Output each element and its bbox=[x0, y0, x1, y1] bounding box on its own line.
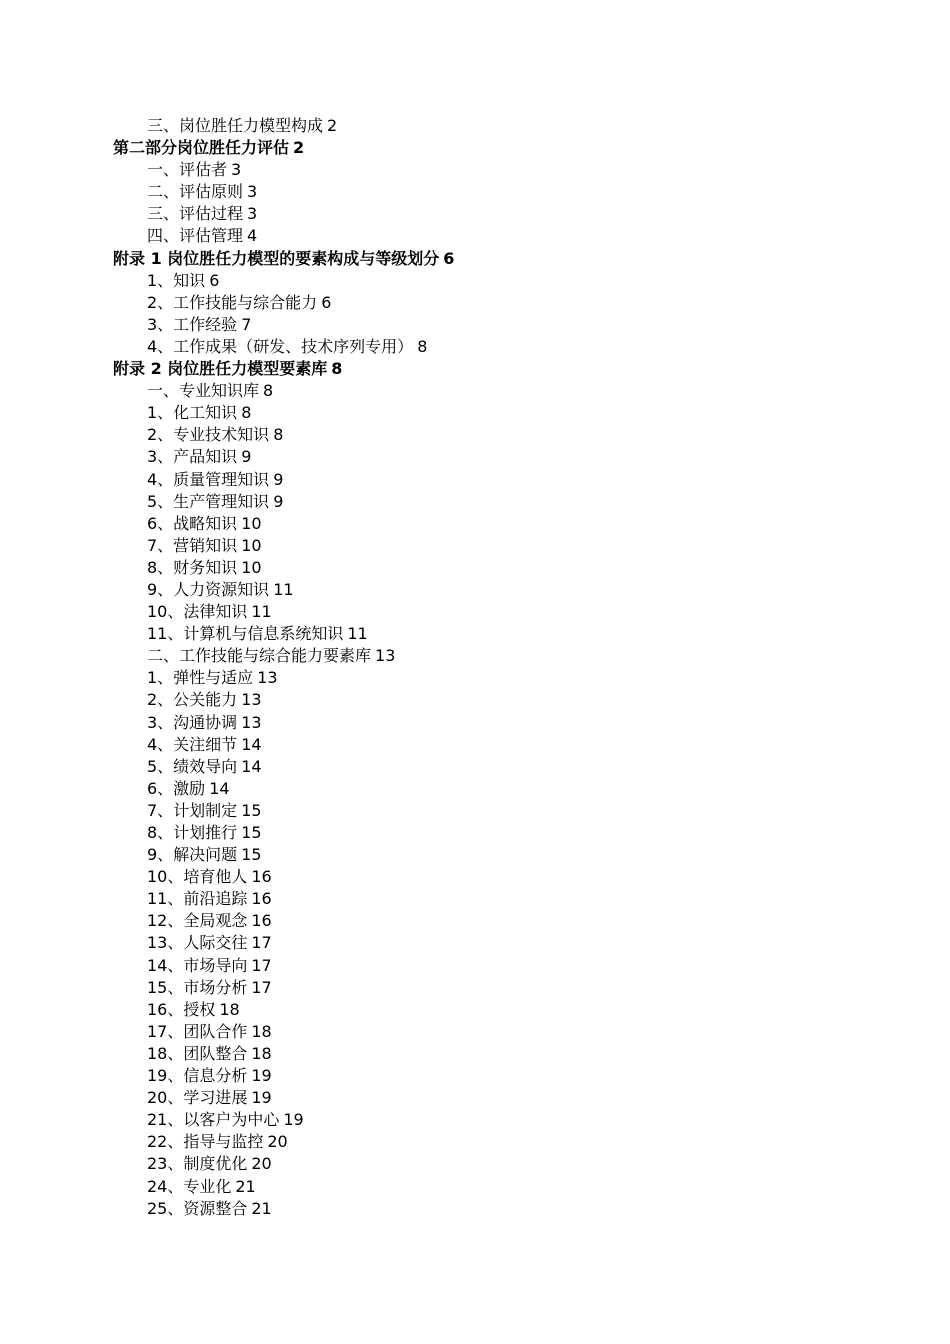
toc-entry-title: 18、团队整合 bbox=[147, 1043, 248, 1063]
toc-entry[interactable] bbox=[0, 667, 950, 689]
toc-entry[interactable] bbox=[0, 513, 950, 535]
toc-entry[interactable] bbox=[0, 932, 950, 954]
toc-entry[interactable] bbox=[0, 1131, 950, 1153]
toc-entry[interactable] bbox=[0, 866, 950, 888]
toc-entry-title: 一、专业知识库 bbox=[147, 381, 260, 401]
toc-entry[interactable] bbox=[0, 1065, 950, 1087]
toc-page-number: 3 bbox=[247, 182, 258, 202]
toc-entry-title: 2、专业技术知识 bbox=[147, 425, 270, 445]
toc-page-number: 21 bbox=[251, 1198, 272, 1218]
toc-entry[interactable] bbox=[0, 270, 950, 292]
toc-entry-title: 4、关注细节 bbox=[147, 734, 238, 754]
toc-entry-title: 1、知识 bbox=[147, 270, 206, 290]
toc-page-number: 20 bbox=[251, 1154, 272, 1174]
toc-page-number: 15 bbox=[241, 800, 262, 820]
toc-entry[interactable] bbox=[0, 380, 950, 402]
toc-entry-title: 二、评估原则 bbox=[147, 182, 244, 202]
toc-entry-title: 2、公关能力 bbox=[147, 690, 238, 710]
toc-entry-title: 25、资源整合 bbox=[147, 1198, 248, 1218]
toc-entry[interactable] bbox=[0, 292, 950, 314]
toc-entry[interactable] bbox=[0, 822, 950, 844]
toc-entry[interactable] bbox=[0, 491, 950, 513]
toc-entry-title: 15、市场分析 bbox=[147, 977, 248, 997]
toc-page-number: 9 bbox=[273, 469, 284, 489]
toc-page-number: 6 bbox=[209, 270, 220, 290]
toc-entry[interactable] bbox=[0, 535, 950, 557]
toc-page-number: 4 bbox=[247, 226, 258, 246]
toc-page-number: 8 bbox=[241, 403, 252, 423]
toc-page-number: 7 bbox=[241, 314, 252, 334]
toc-entry-title: 3、产品知识 bbox=[147, 447, 238, 467]
toc-entry-title: 11、计算机与信息系统知识 bbox=[147, 624, 344, 644]
toc-entry[interactable] bbox=[0, 977, 950, 999]
toc-page-number: 6 bbox=[321, 292, 332, 312]
toc-entry[interactable] bbox=[0, 424, 950, 446]
toc-page-number: 18 bbox=[219, 999, 240, 1019]
toc-entry-title: 6、战略知识 bbox=[147, 513, 238, 533]
toc-entry[interactable] bbox=[0, 469, 950, 491]
toc-page-number: 10 bbox=[241, 557, 262, 577]
toc-entry-title: 8、计划推行 bbox=[147, 823, 238, 842]
toc-entry-title: 6、激励 bbox=[147, 778, 206, 798]
toc-page-number: 18 bbox=[251, 1021, 272, 1041]
toc-entry-title: 4、工作成果（研发、技术序列专用） bbox=[147, 336, 414, 356]
toc-entry-title: 8、财务知识 bbox=[147, 557, 238, 577]
toc-entry[interactable] bbox=[0, 910, 950, 932]
toc-entry-title: 12、全局观念 bbox=[147, 911, 248, 931]
toc-entry-title: 16、授权 bbox=[147, 999, 216, 1019]
toc-entry-title: 10、法律知识 bbox=[147, 602, 248, 622]
toc-page-number: 15 bbox=[241, 823, 262, 842]
toc-entry-title: 3、工作经验 bbox=[147, 314, 238, 334]
toc-entry-title: 二、工作技能与综合能力要素库 bbox=[147, 646, 372, 666]
toc-page-number: 16 bbox=[251, 911, 272, 931]
toc-page-number: 13 bbox=[375, 646, 396, 666]
toc-entry-title: 3、沟通协调 bbox=[147, 712, 238, 732]
toc-entry-title: 7、计划制定 bbox=[147, 800, 238, 820]
toc-entry[interactable] bbox=[0, 1109, 950, 1131]
toc-page-number: 8 bbox=[417, 336, 428, 356]
toc-entry-title: 三、评估过程 bbox=[147, 204, 244, 224]
toc-page-number: 9 bbox=[273, 491, 284, 511]
toc-entry[interactable] bbox=[0, 645, 950, 667]
toc-entry[interactable] bbox=[0, 1043, 950, 1065]
toc-entry-title: 20、学习进展 bbox=[147, 1088, 248, 1108]
toc-page-number: 16 bbox=[251, 889, 272, 909]
toc-page-number: 17 bbox=[251, 933, 272, 953]
toc-entry-title: 22、指导与监控 bbox=[147, 1132, 264, 1152]
toc-entry[interactable] bbox=[0, 314, 950, 336]
toc-page-number: 14 bbox=[241, 734, 262, 754]
toc-entry[interactable] bbox=[0, 601, 950, 623]
toc-page-number: 19 bbox=[283, 1110, 304, 1130]
toc-entry[interactable] bbox=[0, 844, 950, 866]
toc-entry-title: 5、生产管理知识 bbox=[147, 491, 270, 511]
toc-section-heading[interactable] bbox=[0, 137, 950, 159]
toc-entry-title: 5、绩效导向 bbox=[147, 756, 238, 776]
toc-page-number: 3 bbox=[231, 160, 242, 180]
toc-page-number: 11 bbox=[251, 602, 272, 622]
toc-page-number: 14 bbox=[241, 756, 262, 776]
toc-entry[interactable] bbox=[0, 1021, 950, 1043]
toc-entry-title: 23、制度优化 bbox=[147, 1154, 248, 1174]
toc-page-number: 17 bbox=[251, 977, 272, 997]
toc-entry[interactable] bbox=[0, 778, 950, 800]
toc-page-number: 21 bbox=[235, 1176, 256, 1196]
toc-entry-title: 9、人力资源知识 bbox=[147, 579, 270, 599]
toc-entry[interactable] bbox=[0, 1176, 950, 1198]
toc-entry-title: 1、化工知识 bbox=[147, 403, 238, 423]
toc-entry[interactable] bbox=[0, 800, 950, 822]
toc-entry[interactable] bbox=[0, 579, 950, 601]
toc-page-number: 6 bbox=[443, 248, 455, 268]
toc-entry-title: 附录 2 岗位胜任力模型要素库 bbox=[113, 359, 328, 379]
toc-entry-title: 24、专业化 bbox=[147, 1176, 232, 1196]
toc-entry-title: 10、培育他人 bbox=[147, 867, 248, 887]
toc-entry[interactable] bbox=[0, 734, 950, 756]
toc-entry-title: 13、人际交往 bbox=[147, 933, 248, 953]
toc-entry-title: 11、前沿追踪 bbox=[147, 889, 248, 909]
toc-entry-title: 1、弹性与适应 bbox=[147, 668, 254, 688]
toc-entry[interactable] bbox=[0, 712, 950, 734]
toc-page-number: 18 bbox=[251, 1043, 272, 1063]
toc-entry[interactable] bbox=[0, 623, 950, 645]
toc-page-number: 13 bbox=[241, 690, 262, 710]
toc-entry-title: 4、质量管理知识 bbox=[147, 469, 270, 489]
toc-entry[interactable] bbox=[0, 756, 950, 778]
toc-entry-title: 2、工作技能与综合能力 bbox=[147, 292, 318, 312]
toc-entry-title: 21、以客户为中心 bbox=[147, 1110, 280, 1130]
toc-entry[interactable] bbox=[0, 181, 950, 203]
toc-entry[interactable] bbox=[0, 1087, 950, 1109]
toc-page-number: 13 bbox=[257, 668, 278, 688]
toc-entry-title: 9、解决问题 bbox=[147, 845, 238, 865]
toc-page-number: 9 bbox=[241, 447, 252, 467]
toc-entry[interactable] bbox=[0, 557, 950, 579]
toc-section-heading[interactable] bbox=[0, 358, 950, 380]
toc-entry-title: 7、营销知识 bbox=[147, 535, 238, 555]
toc-entry-title: 三、岗位胜任力模型构成 bbox=[147, 116, 324, 135]
toc-page-number: 10 bbox=[241, 513, 262, 533]
toc-entry[interactable] bbox=[0, 1198, 950, 1220]
toc-page-number: 11 bbox=[347, 624, 368, 644]
toc-entry-title: 14、市场导向 bbox=[147, 955, 248, 975]
toc-page-number: 20 bbox=[267, 1132, 288, 1152]
toc-entry[interactable] bbox=[0, 225, 950, 247]
toc-entry-title: 一、评估者 bbox=[147, 160, 228, 180]
toc-page-number: 2 bbox=[293, 138, 305, 158]
toc-entry-title: 17、团队合作 bbox=[147, 1021, 248, 1041]
toc-entry[interactable] bbox=[0, 888, 950, 910]
toc-page-number: 16 bbox=[251, 867, 272, 887]
toc-page-number: 19 bbox=[251, 1088, 272, 1108]
toc-page-number: 17 bbox=[251, 955, 272, 975]
toc-page-number: 15 bbox=[241, 845, 262, 865]
toc-entry-title: 附录 1 岗位胜任力模型的要素构成与等级划分 bbox=[113, 248, 440, 268]
toc-page-number: 8 bbox=[263, 381, 274, 401]
toc-entry-title: 四、评估管理 bbox=[147, 226, 244, 246]
toc-page-number: 8 bbox=[273, 425, 284, 445]
toc-entry[interactable] bbox=[0, 336, 950, 358]
toc-entry[interactable] bbox=[0, 999, 950, 1021]
toc-page-number: 3 bbox=[247, 204, 258, 224]
table-of-contents bbox=[0, 115, 950, 1220]
toc-entry[interactable] bbox=[0, 159, 950, 181]
toc-entry[interactable] bbox=[0, 402, 950, 424]
toc-section-heading[interactable] bbox=[0, 248, 950, 270]
toc-page-number: 10 bbox=[241, 535, 262, 555]
toc-entry[interactable] bbox=[0, 1153, 950, 1175]
toc-page-number: 2 bbox=[327, 116, 338, 135]
toc-page-number: 8 bbox=[331, 359, 343, 379]
toc-page-number: 14 bbox=[209, 778, 230, 798]
toc-page-number: 11 bbox=[273, 579, 294, 599]
toc-entry[interactable] bbox=[0, 955, 950, 977]
toc-entry[interactable] bbox=[0, 446, 950, 468]
toc-entry-title: 19、信息分析 bbox=[147, 1066, 248, 1086]
toc-entry[interactable] bbox=[0, 115, 950, 137]
toc-page-number: 13 bbox=[241, 712, 262, 732]
toc-entry-title: 第二部分岗位胜任力评估 bbox=[113, 138, 290, 158]
toc-page-number: 19 bbox=[251, 1066, 272, 1086]
toc-entry[interactable] bbox=[0, 203, 950, 225]
toc-entry[interactable] bbox=[0, 689, 950, 711]
